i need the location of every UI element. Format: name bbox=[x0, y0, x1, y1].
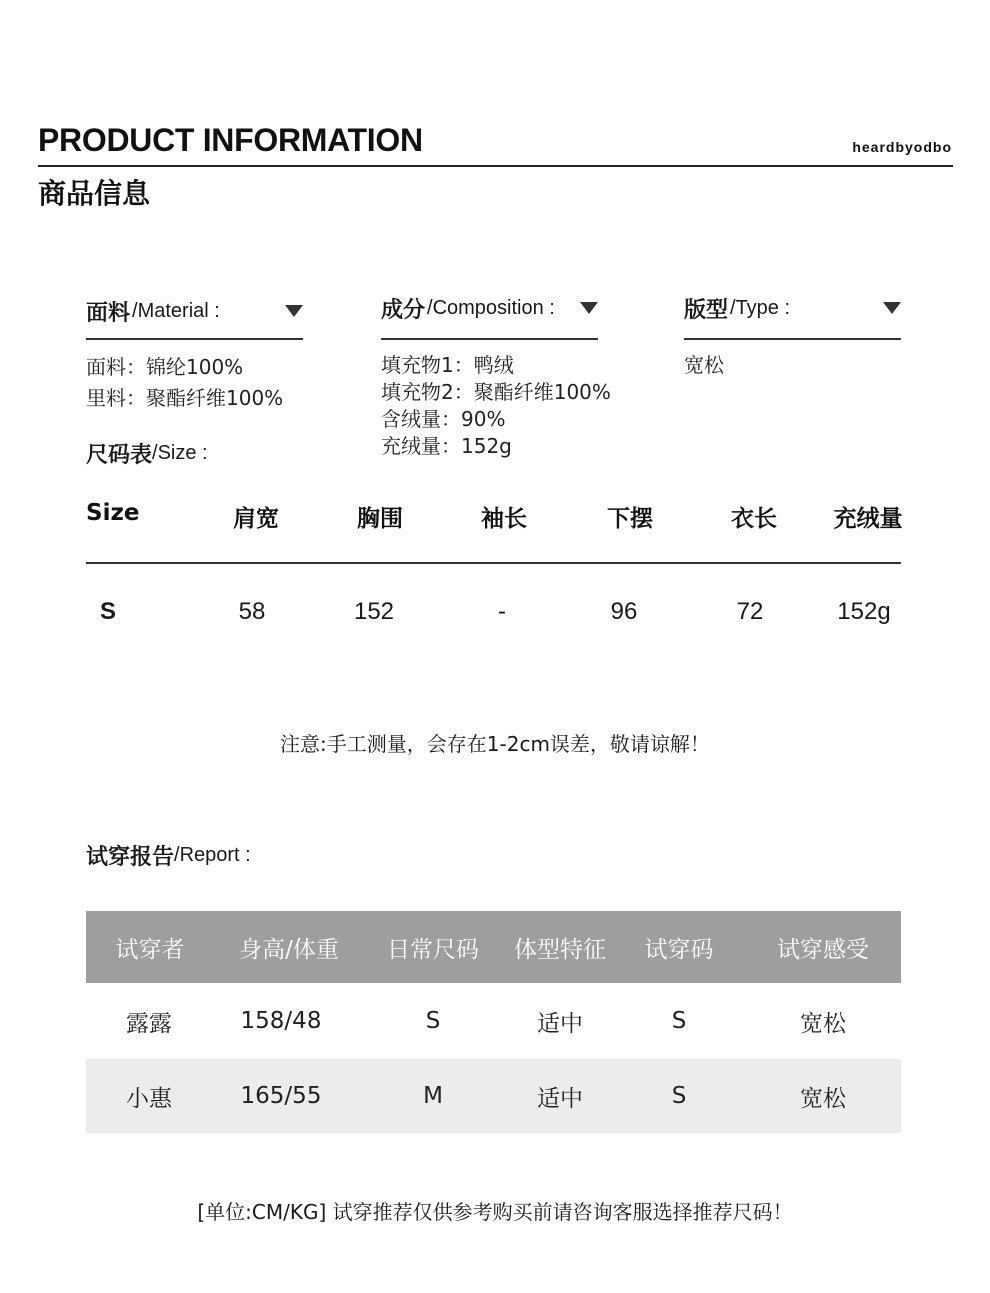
type-label-en: /Type : bbox=[730, 296, 791, 319]
report-table bbox=[86, 911, 901, 1133]
size-table-header: 衣长 bbox=[731, 506, 777, 532]
composition-label-cn: 成分 bbox=[381, 297, 426, 323]
page-title-cn: 商品信息 bbox=[38, 177, 151, 210]
report-table-cell: 宽松 bbox=[800, 1010, 846, 1037]
size-table-cell: 152 bbox=[353, 598, 395, 625]
report-table-cell: 宽松 bbox=[800, 1085, 846, 1112]
size-label-en: /Size : bbox=[152, 442, 208, 464]
size-table-header: Size bbox=[86, 500, 140, 526]
material-value: 面料：锦纶100% bbox=[86, 355, 244, 379]
material-label-cn: 面料 bbox=[86, 300, 131, 326]
size-table-cell: 96 bbox=[610, 598, 638, 625]
report-label-en: /Report : bbox=[174, 844, 251, 866]
measurement-note: 注意:手工测量，会存在1-2cm误差，敬请谅解！ bbox=[280, 732, 710, 756]
report-table-cell: 适中 bbox=[537, 1085, 583, 1112]
size-table-cell: 152g bbox=[837, 598, 891, 625]
size-table-header: 袖长 bbox=[481, 506, 527, 532]
report-table-row bbox=[86, 1059, 901, 1133]
header-divider bbox=[38, 165, 953, 167]
type-divider bbox=[684, 338, 901, 340]
composition-value: 充绒量：152g bbox=[381, 434, 512, 458]
size-table-header: 充绒量 bbox=[833, 506, 903, 532]
report-table-header: 日常尺码 bbox=[387, 936, 479, 963]
report-table-header: 体型特征 bbox=[514, 936, 606, 963]
composition-value: 含绒量：90% bbox=[381, 407, 506, 431]
report-table-header: 试穿者 bbox=[115, 936, 185, 963]
report-table-cell: 露露 bbox=[126, 1010, 172, 1037]
type-header[interactable] bbox=[684, 290, 901, 326]
material-header[interactable] bbox=[86, 293, 303, 329]
report-table-header: 试穿感受 bbox=[777, 936, 869, 963]
size-table-header: 胸围 bbox=[357, 506, 403, 532]
size-table-cell: S bbox=[99, 598, 116, 625]
dropdown-triangle-icon[interactable] bbox=[285, 305, 303, 317]
composition-header[interactable] bbox=[381, 290, 598, 326]
report-table-cell: 小惠 bbox=[126, 1085, 172, 1112]
composition-divider bbox=[381, 338, 598, 340]
report-label-cn: 试穿报告 bbox=[86, 845, 175, 870]
report-table-cell: S bbox=[425, 1008, 441, 1034]
page-title-en: PRODUCT INFORMATION bbox=[38, 122, 423, 158]
composition-value: 填充物2：聚酯纤维100% bbox=[381, 380, 611, 404]
report-table-cell: 158/48 bbox=[240, 1008, 322, 1034]
composition-label-en: /Composition : bbox=[427, 296, 555, 319]
material-value: 里料：聚酯纤维100% bbox=[86, 386, 284, 410]
size-table-header: 下摆 bbox=[607, 506, 653, 532]
type-value: 宽松 bbox=[684, 353, 724, 377]
report-table-header: 试穿码 bbox=[644, 936, 714, 963]
report-table-header-row bbox=[86, 911, 901, 983]
material-label-en: /Material : bbox=[132, 299, 220, 322]
size-label-cn: 尺码表 bbox=[86, 443, 153, 468]
size-table-cell: 58 bbox=[238, 598, 266, 625]
report-table-cell: S bbox=[671, 1083, 687, 1109]
type-label-cn: 版型 bbox=[684, 297, 729, 323]
material-divider bbox=[86, 338, 303, 340]
size-table-header: 肩宽 bbox=[233, 506, 279, 532]
brand-logo: heardbyodbo bbox=[852, 139, 952, 155]
report-table-row bbox=[86, 983, 901, 1059]
report-table-header: 身高/体重 bbox=[239, 936, 339, 963]
footer-disclaimer: [单位:CM/KG] 试穿推荐仅供参考购买前请咨询客服选择推荐尺码！ bbox=[197, 1200, 793, 1224]
composition-values bbox=[381, 352, 611, 460]
report-table-cell: 适中 bbox=[537, 1010, 583, 1037]
type-values bbox=[684, 352, 724, 379]
report-table-cell: S bbox=[671, 1008, 687, 1034]
size-table-divider bbox=[86, 562, 901, 564]
material-values bbox=[86, 352, 283, 412]
size-table-cell: - bbox=[498, 598, 506, 625]
dropdown-triangle-icon[interactable] bbox=[580, 302, 598, 314]
dropdown-triangle-icon[interactable] bbox=[883, 302, 901, 314]
size-table-cell: 72 bbox=[736, 598, 764, 625]
composition-value: 填充物1：鸭绒 bbox=[381, 353, 514, 377]
report-section-heading bbox=[86, 840, 251, 871]
report-table-cell: M bbox=[423, 1083, 443, 1109]
size-section-heading bbox=[86, 438, 208, 469]
report-table-cell: 165/55 bbox=[240, 1083, 322, 1109]
